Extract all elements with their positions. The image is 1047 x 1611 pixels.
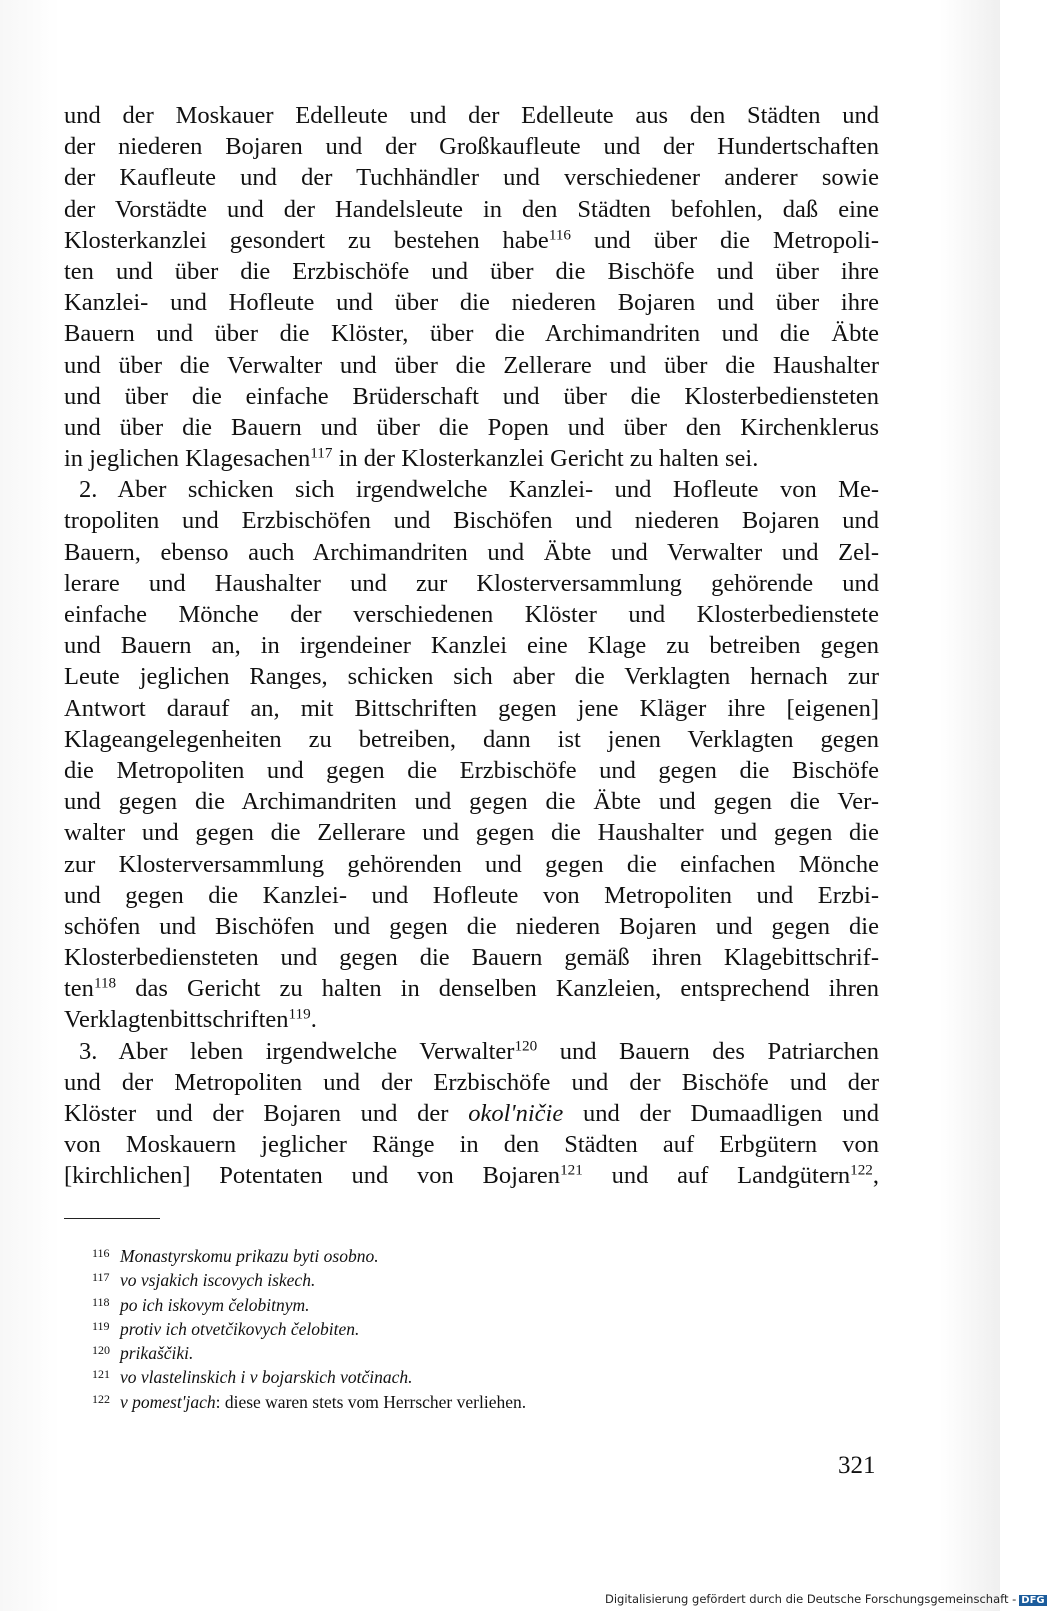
text-line: ten und über die Erzbischöfe und über die Bischöfe und über ihre [64, 257, 879, 285]
footnote-text: protiv ich otvetčikovych čelobiten. [120, 1318, 360, 1339]
footnote [92, 1338, 852, 1362]
text-line: walter und gegen die Zellerare und gegen die Haushalter und gegen die [64, 819, 879, 847]
text-line: von Moskauern jeglicher Ränge in den Städten auf Erbgütern von [64, 1131, 879, 1159]
text-line: und gegen die Archimandriten und gegen die Äbte und gegen die Ver- [64, 788, 879, 816]
text-line: 3. Aber leben irgendwelche Verwalter$^{120}$ und Bauern des Patriarchen [79, 1037, 880, 1065]
footnote-text: Monastyrskomu prikazu byti osobno. [120, 1246, 379, 1266]
text-line: Bauern und über die Klöster, über die Archimandriten und die Äbte [64, 320, 879, 348]
text-line: tropoliten und Erzbischöfen und Bischöfen und niederen Bojaren und [64, 507, 879, 535]
footnotes [92, 1241, 852, 1411]
footnote [92, 1265, 852, 1289]
footnote-number: 120 [92, 1343, 110, 1358]
footnote-text: v pomest'jach [120, 1391, 216, 1412]
footnote-ref: 116 [548, 226, 572, 244]
text-line: die Metropoliten und gegen die Erzbischöfe und gegen die Bischöfe [64, 756, 879, 784]
text-line: der Vorstädte und der Handelsleute in den Städten befohlen, daß eine [64, 195, 879, 223]
text-line: Klöster und der Bojaren und der okol'ničie und der Dumaadligen und [64, 1100, 879, 1127]
text-line: 2. Aber schicken sich irgendwelche Kanzlei- und Hofleute von Me- [79, 476, 879, 504]
text-line: ten$^{118}$ das Gericht zu halten in denselben Kanzleien, entsprechend ihren [64, 974, 879, 1003]
italic-term: okol'ničie [468, 1100, 564, 1127]
footnote-number: 121 [92, 1367, 110, 1382]
footnote-text: vo vlastelinskich i v bojarskich votčinach. [120, 1367, 413, 1388]
text-line: Verklagtenbittschriften$^{119}$. [64, 1006, 317, 1034]
text-line: Bauern, ebenso auch Archimandriten und Äbte und Verwalter und Zel- [64, 538, 879, 566]
text-line: und über die einfache Brüderschaft und über die Klosterbediensteten [64, 382, 879, 410]
text-line: Klageangelegenheiten zu betreiben, dann ist jenen Verklagten gegen [64, 725, 879, 753]
footnote-ref: 122 [850, 1162, 873, 1180]
footnote-ref: 118 [93, 974, 117, 992]
dfg-logo[interactable]: DFG [1021, 1595, 1045, 1606]
footnote-number: 117 [92, 1270, 110, 1285]
footnote-divider [64, 1218, 160, 1219]
footnote-number: 119 [92, 1318, 110, 1333]
text-line: lerare und Haushalter und zur Klosterversammlung gehörende und [64, 569, 879, 597]
footnote-text: po ich iskovym čelobitnym. [120, 1294, 310, 1315]
footnote-number: 116 [92, 1246, 110, 1260]
text-line: schöfen und Bischöfen und gegen die niederen Bojaren und gegen die [64, 912, 879, 940]
footnote [92, 1387, 852, 1411]
credit-text: Digitalisierung gefördert durch die Deutsche Forschungsgemeinschaft - [605, 1592, 1017, 1606]
text-line: der Kaufleute und der Tuchhändler und verschiedener anderer sowie [64, 164, 879, 192]
text-line: Leute jeglichen Ranges, schicken sich aber die Verklagten hernach zur [64, 663, 879, 691]
text-line: und der Moskauer Edelleute und der Edelleute aus den Städten und [64, 102, 879, 129]
text-line: Antwort darauf an, mit Bittschriften gegen jene Kläger ihre [eigenen] [64, 694, 879, 722]
page-number: 321 [838, 1452, 876, 1479]
footnote-number: 118 [92, 1294, 110, 1309]
text-line: Klosterbediensteten und gegen die Bauern gemäß ihren Klagebittschrif- [64, 944, 879, 972]
footnote [92, 1290, 852, 1314]
digitization-credit [605, 1592, 1047, 1608]
text-line: einfache Mönche der verschiedenen Klöster und Klosterbedienstete [64, 601, 879, 628]
footnote-ref: 119 [288, 1006, 311, 1024]
body-text [64, 100, 879, 1192]
footnote-ref: 117 [310, 444, 333, 462]
text-line: Klosterkanzlei gesondert zu bestehen habe$^{116}$ und über die Metropoli- [64, 226, 879, 254]
footnote [92, 1362, 852, 1386]
text-line: der niederen Bojaren und der Großkaufleute und der Hundertschaften [64, 133, 879, 161]
footnote [92, 1314, 852, 1338]
footnote-text: prikaščiki. [120, 1343, 194, 1364]
text-line: Kanzlei- und Hofleute und über die niederen Bojaren und über ihre [64, 289, 879, 317]
text-line: und der Metropoliten und der Erzbischöfe und der Bischöfe und der [64, 1068, 879, 1096]
text-line: und über die Verwalter und über die Zellerare und über die Haushalter [64, 351, 879, 379]
text-line: [kirchlichen] Potentaten und von Bojaren$^{121}$ und auf Landgütern$^{122}$, [64, 1162, 880, 1190]
text-line: in jeglichen Klagesachen$^{117}$ in der Klosterkanzlei Gericht zu halten sei. [64, 444, 759, 473]
text-line: zur Klosterversammlung gehörenden und gegen die einfachen Mönche [64, 850, 879, 878]
footnote-ref: 120 [514, 1037, 538, 1055]
text-line: und Bauern an, in irgendeiner Kanzlei eine Klage zu betreiben gegen [64, 632, 879, 660]
text-line: und über die Bauern und über die Popen und über den Kirchenklerus [64, 413, 879, 441]
footnote-comment: : diese waren stets vom Herrscher verliehen. [215, 1391, 527, 1412]
footnote [92, 1241, 852, 1265]
footnote-text: vo vsjakich iscovych iskech. [120, 1270, 316, 1291]
footnote-number: 122 [92, 1391, 110, 1406]
text-line: und gegen die Kanzlei- und Hofleute von Metropoliten und Erzbi- [64, 881, 879, 909]
footnote-ref: 121 [560, 1162, 583, 1180]
